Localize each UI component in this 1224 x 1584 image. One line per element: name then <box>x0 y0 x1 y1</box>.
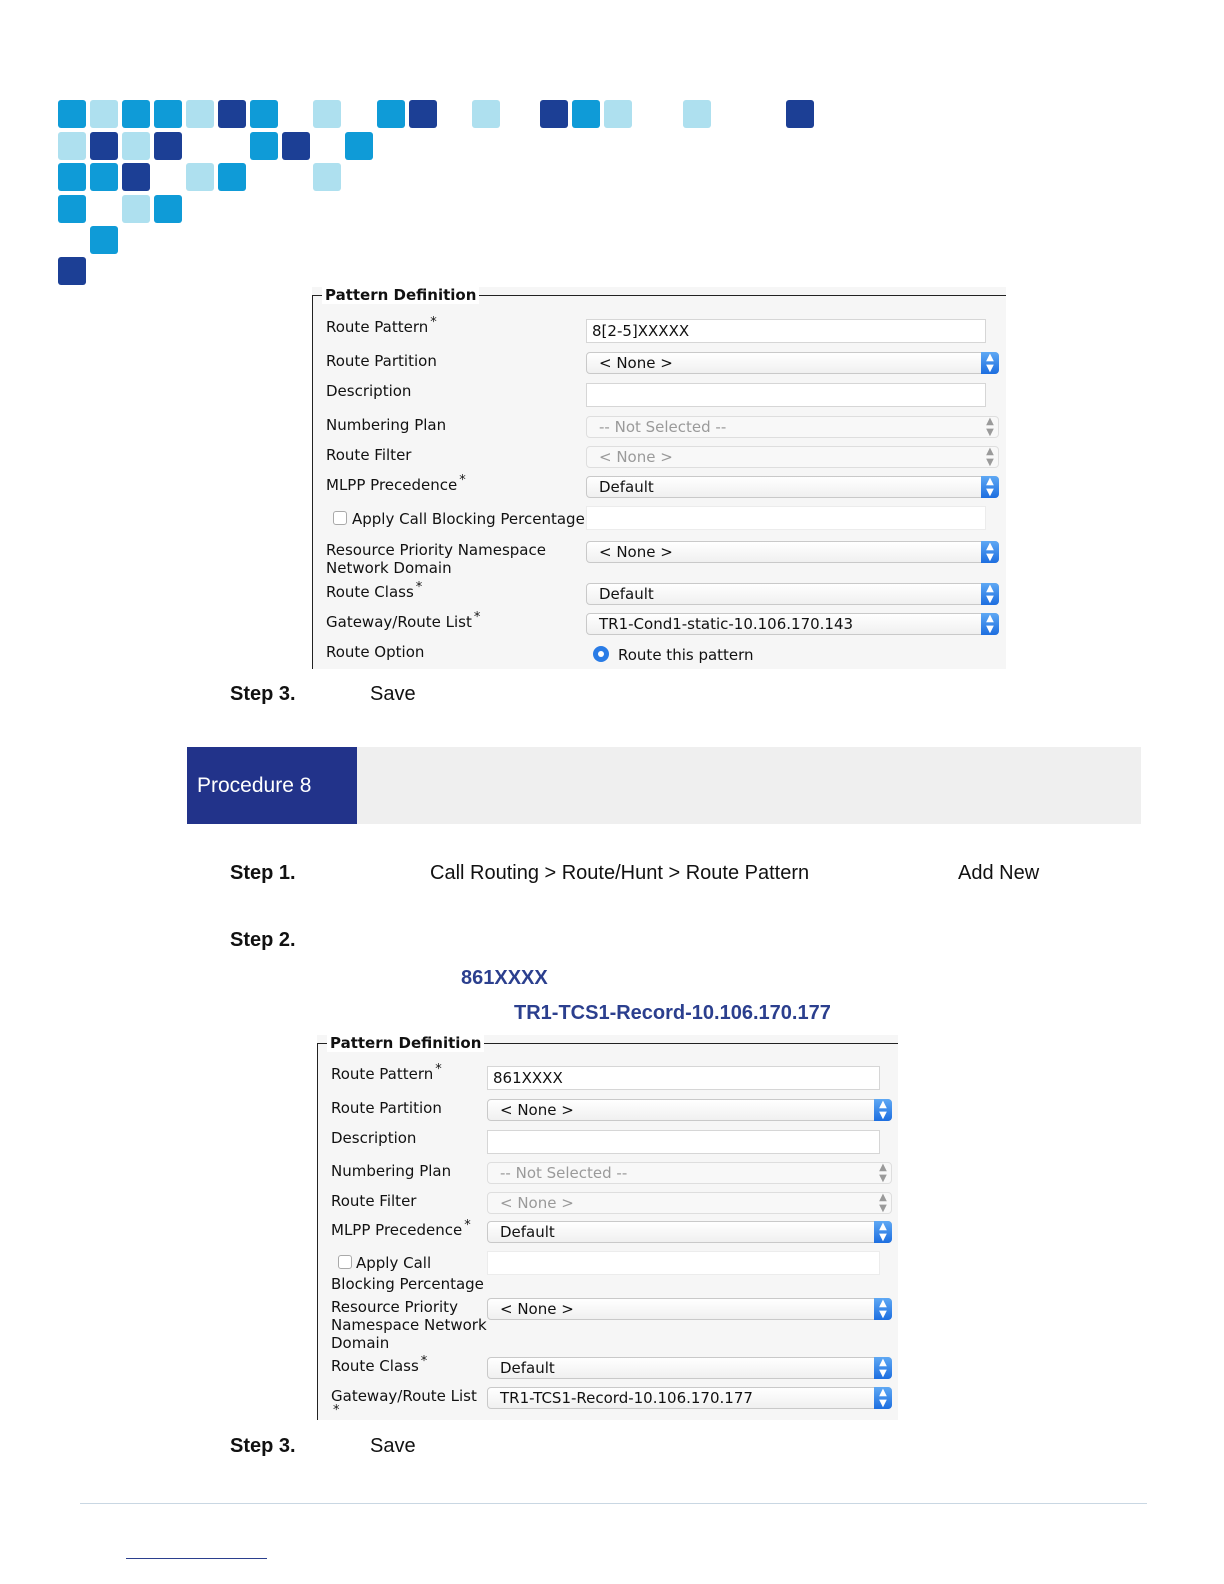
route-class-select[interactable]: Default ▲ ▼ <box>487 1357 892 1379</box>
call-blocking-percentage-input[interactable] <box>487 1251 880 1275</box>
brand-tile <box>154 195 182 223</box>
step-3b-label: Step 3. <box>230 1435 296 1457</box>
brand-tile <box>313 163 341 191</box>
brand-tile <box>90 100 118 128</box>
brand-tile <box>58 100 86 128</box>
route-this-pattern-label: Route this pattern <box>618 646 754 664</box>
procedure-title: Procedure 8 <box>197 774 312 797</box>
footer-divider <box>80 1503 1147 1504</box>
chevron-updown-icon: ▲ ▼ <box>986 446 994 468</box>
numbering-plan-select[interactable]: -- Not Selected -- ▲ ▼ <box>586 416 999 438</box>
gateway-route-list-select[interactable]: TR1-Cond1-static-10.106.170.143 ▲ ▼ <box>586 613 999 635</box>
chevron-updown-icon: ▲ ▼ <box>981 352 999 374</box>
chevron-updown-icon: ▲ ▼ <box>874 1221 892 1243</box>
route-filter-select[interactable]: < None > ▲ ▼ <box>586 446 999 468</box>
route-pattern-label: Route Pattern * <box>326 315 437 336</box>
route-filter-label: Route Filter <box>326 446 412 464</box>
route-partition-label: Route Partition <box>326 352 437 370</box>
procedure-title-box <box>187 747 357 824</box>
rpn-label-line1: Resource Priority Namespace <box>326 541 546 559</box>
brand-tile <box>218 100 246 128</box>
brand-tile <box>58 132 86 160</box>
brand-tile <box>90 132 118 160</box>
chevron-updown-icon: ▲ ▼ <box>986 416 994 438</box>
description-label: Description <box>331 1129 417 1147</box>
brand-tile <box>604 100 632 128</box>
mlpp-precedence-select[interactable]: Default ▲ ▼ <box>586 476 999 498</box>
brand-tile <box>313 100 341 128</box>
required-star: * <box>420 1354 428 1369</box>
route-class-label: Route Class * <box>331 1354 428 1375</box>
brand-tile <box>58 257 86 285</box>
route-pattern-label: Route Pattern * <box>331 1062 442 1083</box>
brand-tile <box>186 100 214 128</box>
procedure-banner <box>187 747 1141 824</box>
brand-tile <box>122 100 150 128</box>
required-star: * <box>415 580 423 595</box>
brand-tile <box>186 163 214 191</box>
route-option-label: Route Option <box>326 643 425 661</box>
rpn-label-line3: Domain <box>331 1334 390 1352</box>
brand-tile <box>786 100 814 128</box>
numbering-plan-label: Numbering Plan <box>326 416 447 434</box>
pattern-definition-panel-1 <box>312 287 1006 669</box>
apply-call-blocking-label-line1: Apply Call <box>356 1254 432 1272</box>
rpn-label-line2: Namespace Network <box>331 1316 487 1334</box>
footer-link-underline <box>126 1558 267 1559</box>
step-3b-text: Save <box>370 1435 416 1457</box>
route-class-label: Route Class * <box>326 580 423 601</box>
gateway-route-list-label: Gateway/Route List * <box>326 610 481 631</box>
route-this-pattern-radio[interactable] <box>593 646 609 662</box>
rpn-network-domain-select[interactable]: < None > ▲ ▼ <box>586 541 999 563</box>
chevron-updown-icon: ▲ ▼ <box>874 1357 892 1379</box>
step-3-text: Save <box>370 683 416 705</box>
numbering-plan-select[interactable]: -- Not Selected -- ▲ ▼ <box>487 1162 892 1184</box>
description-input[interactable] <box>487 1130 880 1154</box>
apply-call-blocking-checkbox[interactable] <box>333 511 347 525</box>
mlpp-precedence-label: MLPP Precedence * <box>326 473 466 494</box>
brand-tile <box>683 100 711 128</box>
chevron-updown-icon: ▲ ▼ <box>879 1162 887 1184</box>
description-input[interactable] <box>586 383 986 407</box>
apply-call-blocking-checkbox[interactable] <box>338 1255 352 1269</box>
gateway-route-list-label: Gateway/Route List <box>331 1387 477 1405</box>
apply-call-blocking-label: Apply Call Blocking Percentage <box>352 510 585 528</box>
mlpp-precedence-label: MLPP Precedence * <box>331 1218 471 1239</box>
chevron-updown-icon: ▲ ▼ <box>981 583 999 605</box>
rpn-label-line1: Resource Priority <box>331 1298 458 1316</box>
route-partition-select[interactable]: < None > ▲ ▼ <box>487 1099 892 1121</box>
chevron-updown-icon: ▲ ▼ <box>879 1192 887 1214</box>
chevron-updown-icon: ▲ ▼ <box>981 476 999 498</box>
brand-tile <box>377 100 405 128</box>
route-pattern-input[interactable]: 861XXXX <box>487 1066 880 1090</box>
panel-legend: Pattern Definition <box>327 1035 484 1052</box>
brand-tile <box>409 100 437 128</box>
route-filter-select[interactable]: < None > ▲ ▼ <box>487 1192 892 1214</box>
required-star: * <box>333 1403 340 1418</box>
brand-tile <box>58 163 86 191</box>
brand-tile <box>154 132 182 160</box>
brand-tile <box>58 195 86 223</box>
route-filter-label: Route Filter <box>331 1192 417 1210</box>
required-star: * <box>430 315 437 330</box>
brand-tile <box>122 163 150 191</box>
route-class-select[interactable]: Default ▲ ▼ <box>586 583 999 605</box>
brand-tile <box>122 132 150 160</box>
route-partition-select[interactable]: < None > ▲ ▼ <box>586 352 999 374</box>
rpn-label-line2: Network Domain <box>326 559 452 577</box>
brand-tile <box>154 100 182 128</box>
required-star: * <box>459 473 466 488</box>
brand-tile <box>250 100 278 128</box>
brand-tile <box>90 226 118 254</box>
gateway-route-list-select[interactable]: TR1-TCS1-Record-10.106.170.177 ▲ ▼ <box>487 1387 892 1409</box>
step-1-path: Call Routing > Route/Hunt > Route Pattern <box>430 862 810 884</box>
brand-tile <box>345 132 373 160</box>
mlpp-precedence-select[interactable]: Default ▲ ▼ <box>487 1221 892 1243</box>
rpn-network-domain-select[interactable]: < None > ▲ ▼ <box>487 1298 892 1320</box>
brand-tile <box>572 100 600 128</box>
brand-tile <box>250 132 278 160</box>
step-2-route-pattern-value: 861XXXX <box>461 967 548 989</box>
chevron-updown-icon: ▲ ▼ <box>874 1387 892 1409</box>
panel-legend: Pattern Definition <box>322 287 479 304</box>
route-pattern-input[interactable]: 8[2-5]XXXXX <box>586 319 986 343</box>
brand-tile <box>540 100 568 128</box>
chevron-updown-icon: ▲ ▼ <box>981 613 999 635</box>
step-1-label: Step 1. <box>230 862 296 884</box>
step-2-label: Step 2. <box>230 929 296 951</box>
brand-tile <box>282 132 310 160</box>
brand-tile <box>90 163 118 191</box>
brand-tile <box>218 163 246 191</box>
pattern-definition-panel-2 <box>317 1035 898 1420</box>
required-star: * <box>435 1062 442 1077</box>
numbering-plan-label: Numbering Plan <box>331 1162 452 1180</box>
step-3-label: Step 3. <box>230 683 296 705</box>
chevron-updown-icon: ▲ ▼ <box>981 541 999 563</box>
step-1-action: Add New <box>958 862 1040 884</box>
brand-tile <box>122 195 150 223</box>
step-2-gateway-value: TR1-TCS1-Record-10.106.170.177 <box>514 1002 831 1024</box>
brand-tile <box>472 100 500 128</box>
call-blocking-percentage-input[interactable] <box>586 506 986 530</box>
route-partition-label: Route Partition <box>331 1099 442 1117</box>
chevron-updown-icon: ▲ ▼ <box>874 1099 892 1121</box>
apply-call-blocking-label-line2: Blocking Percentage <box>331 1275 484 1293</box>
required-star: * <box>473 610 481 625</box>
description-label: Description <box>326 382 412 400</box>
required-star: * <box>464 1218 471 1233</box>
chevron-updown-icon: ▲ ▼ <box>874 1298 892 1320</box>
